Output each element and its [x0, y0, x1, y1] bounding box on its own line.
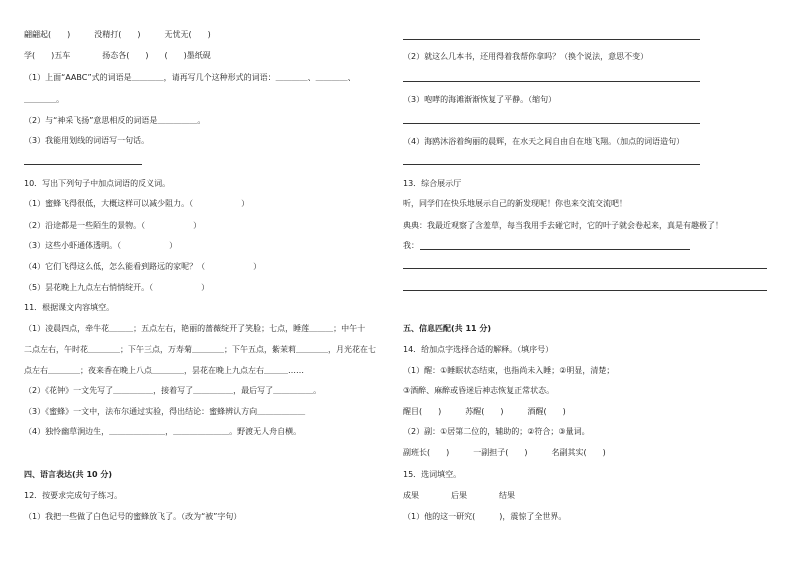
q14-title: 14．给加点字选择合适的解释。（填序号）: [403, 345, 554, 354]
q14-item-1a: （1）醒：①睡眠状态结束，也指尚未入睡；②明显，清楚；: [403, 366, 615, 375]
q9-part1-cont: ＿＿＿＿。: [24, 95, 64, 104]
answer-line: [403, 164, 700, 165]
section-5-heading: 五、信息匹配(共 11 分): [403, 324, 492, 333]
q15-item-1: （1）他的这一研究( )，震惊了全世界。: [403, 512, 567, 521]
q11-title: 11．根据课文内容填空。: [24, 303, 115, 312]
q9-part1: （1）上面“AABC”式的词语是＿＿＿＿，请再写几个这种形式的词语：＿＿＿＿、＿＿＿＿、: [24, 73, 356, 82]
q11-item-1c: 点左右＿＿＿＿；夜来香在晚上八点＿＿＿＿，昙花在晚上九点左右＿＿＿……: [24, 366, 304, 375]
section-4-heading: 四、语言表达(共 10 分): [24, 470, 113, 479]
q14-item-1c: 醒目( ) 苏醒( ) 酒醒( ): [403, 407, 566, 416]
q9-part2: （2）与“神采飞扬”意思相反的词语是＿＿＿＿＿。: [24, 116, 206, 125]
q11-item-1b: 二点左右，午时花＿＿＿＿；下午三点，万寿菊＿＿＿＿；下午五点，紫茉莉＿＿＿＿，月光花在七: [24, 345, 376, 354]
q15-title: 15．选词填空。: [403, 470, 462, 479]
answer-line: [403, 81, 700, 82]
idiom-row-2: 学( )五车 扬态各( ) ( )墨纸砚: [24, 51, 211, 60]
q12-title: 12．按要求完成句子练习。: [24, 491, 123, 500]
q9-part3: （3）我能用划线的词语写一句话。: [24, 136, 150, 145]
idiom-row-1: 翩翩起( ) 没精打( ) 无忧无( ): [24, 30, 211, 39]
q13-prompt: 听，同学们在快乐地展示自己的新发现呢！你也来交流交流吧！: [403, 199, 627, 208]
q10-item-5: （5）昙花晚上九点左右悄悄绽开。（ ）: [24, 283, 210, 292]
q11-item-3: （3）《蜜蜂》一文中，法布尔通过实验，得出结论：蜜蜂辨认方向＿＿＿＿＿＿: [24, 407, 306, 416]
q11-item-4: （4）独怜幽草涧边生，＿＿＿＿＿＿＿，＿＿＿＿＿＿＿。野渡无人舟自横。: [24, 427, 302, 436]
q10-title: 10．写出下列句子中加点词语的反义词。: [24, 179, 171, 188]
answer-line: [403, 268, 767, 269]
q14-item-2a: （2）副：①居第二位的，辅助的；②符合；③量词。: [403, 427, 590, 436]
q10-item-2: （2）沿途都是一些陌生的景物。（ ）: [24, 221, 202, 230]
q12-item-4: （4）海鸥沐浴着绚丽的晨辉，在水天之间自由自在地飞翔。（加点的词语造句）: [403, 137, 685, 146]
q11-item-1a: （1）凌晨四点，牵牛花＿＿＿；五点左右，艳丽的蔷薇绽开了笑脸；七点，睡莲＿＿＿；中午十: [24, 324, 366, 333]
q10-item-1: （1）蜜蜂飞得很低，大概这样可以减少阻力。（ ）: [24, 199, 250, 208]
q12-item-2: （2）就这么几本书，还用得着我帮你拿吗？（换个说法，意思不变）: [403, 52, 649, 61]
q13-dialogue: 典典：我最近观察了含羞草，每当我用手去碰它时，它的叶子就会卷起来，真是有趣极了！: [403, 221, 723, 230]
q14-item-1b: ③酒醉、麻醉或昏迷后神志恢复正常状态。: [403, 386, 555, 395]
q14-item-2b: 副班长( ) 一副担子( ) 名副其实( ): [403, 448, 606, 457]
q10-item-3: （3）这些小虾通体透明。（ ）: [24, 241, 178, 250]
q15-word-bank: 成果 后果 结果: [403, 491, 515, 500]
answer-line: [24, 164, 142, 165]
q11-item-2: （2）《花钟》一文先写了＿＿＿＿＿，接着写了＿＿＿＿＿，最后写了＿＿＿＿＿。: [24, 386, 322, 395]
answer-line: [403, 39, 700, 40]
q13-me-label: 我：: [403, 241, 419, 250]
q10-item-4: （4）它们飞得这么低，怎么能看到路远的家呢？（ ）: [24, 262, 262, 271]
q13-title: 13．综合展示厅: [403, 179, 462, 188]
q12-item-3: （3）咆哮的海滩渐渐恢复了平静。（缩句）: [403, 95, 557, 104]
answer-line: [403, 123, 700, 124]
answer-line: [403, 290, 767, 291]
answer-line: [420, 249, 690, 250]
q12-item-1: （1）我把一些做了白色记号的蜜蜂放飞了。（改为“被”字句）: [24, 512, 242, 521]
